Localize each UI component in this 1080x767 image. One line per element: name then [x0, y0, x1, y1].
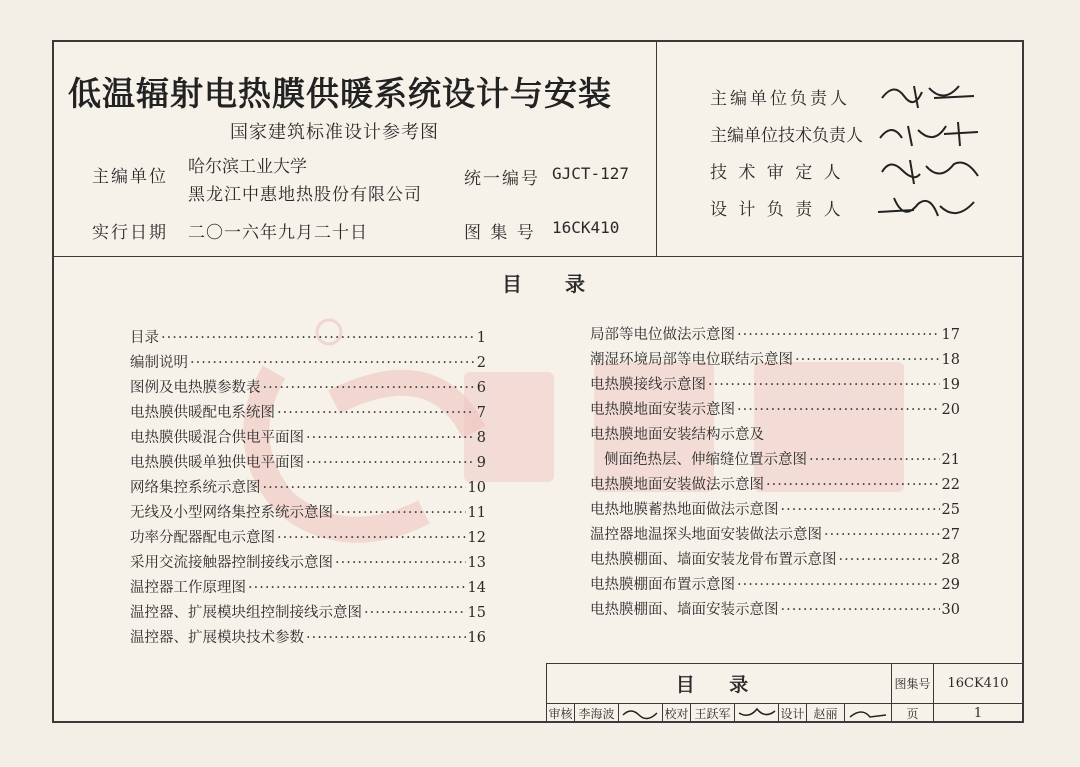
title-block-atlas-value: 16CK410 — [934, 664, 1023, 704]
responsible-role-1: 主编单位负责人 — [710, 89, 850, 109]
unified-no-label: 统一编号 — [464, 169, 540, 189]
toc-leader-dots — [781, 498, 940, 523]
toc-entry — [130, 476, 486, 501]
toc-entry — [590, 473, 960, 498]
toc-entry-title: 电热膜供暖混合供电平面图 — [130, 430, 304, 446]
toc-leader-dots — [824, 523, 940, 548]
toc-entry — [130, 626, 486, 651]
review-signature-icon — [621, 705, 661, 721]
toc-entry-title: 局部等电位做法示意图 — [590, 327, 735, 343]
header-horizontal-divider — [54, 256, 1022, 257]
toc-entry-page: 21 — [941, 452, 960, 468]
toc-entry-title: 电热膜地面安装结构示意及 — [590, 427, 764, 443]
toc-entry — [590, 398, 960, 423]
toc-entry — [590, 323, 960, 348]
toc-entry-page: 9 — [476, 455, 486, 471]
design-label: 设计 — [779, 704, 807, 723]
design-signature — [845, 704, 892, 723]
signature-2 — [874, 116, 984, 150]
atlas-no-label: 图 集 号 — [464, 223, 536, 243]
title-block-atlas-label: 图集号 — [892, 664, 934, 704]
toc-leader-dots — [708, 373, 940, 398]
review-name: 李海波 — [575, 704, 619, 723]
toc-entry-title: 无线及小型网络集控系统示意图 — [130, 505, 333, 521]
toc-entry-title: 图例及电热膜参数表 — [130, 380, 261, 396]
toc-entry-page: 12 — [467, 530, 486, 546]
toc-leader-dots — [306, 451, 475, 476]
toc-entry-title: 温控器工作原理图 — [130, 580, 246, 596]
toc-leader-dots — [795, 348, 940, 373]
toc-entry — [130, 376, 486, 401]
toc-leader-dots — [277, 401, 475, 426]
review-label: 审核 — [547, 704, 575, 723]
toc-entry-title: 网络集控系统示意图 — [130, 480, 261, 496]
toc-entry — [590, 423, 960, 448]
toc-leader-dots — [766, 473, 940, 498]
toc-leader-dots — [737, 398, 940, 423]
toc-leader-dots — [839, 548, 940, 573]
toc-leader-dots — [248, 576, 466, 601]
toc-entry-title: 电热膜供暖配电系统图 — [130, 405, 275, 421]
date-value: 二〇一六年九月二十日 — [188, 223, 368, 243]
toc-entry-page: 22 — [941, 477, 960, 493]
sub-title: 国家建筑标准设计参考图 — [230, 122, 439, 143]
toc-entry-page: 30 — [941, 602, 960, 618]
page-value: 1 — [934, 704, 1023, 723]
toc-entry-title: 电热膜地面安装做法示意图 — [590, 477, 764, 493]
toc-entry-title: 潮湿环境局部等电位联结示意图 — [590, 352, 793, 368]
toc-entry-title: 温控器地温探头地面安装做法示意图 — [590, 527, 822, 543]
toc-entry-page: 29 — [941, 577, 960, 593]
date-label: 实行日期 — [92, 223, 168, 243]
toc-entry-page: 10 — [467, 480, 486, 496]
toc-leader-dots — [809, 448, 940, 473]
editor-unit-1: 哈尔滨工业大学 — [188, 157, 307, 177]
toc-right-column — [590, 323, 960, 623]
check-name: 王跃军 — [691, 704, 735, 723]
check-signature-icon — [737, 705, 777, 721]
toc-entry-page: 6 — [476, 380, 486, 396]
toc-entry-title: 电热膜棚面、墙面安装龙骨布置示意图 — [590, 552, 837, 568]
toc-entry-title: 功率分配器配电示意图 — [130, 530, 275, 546]
toc-heading: 目 录 — [502, 272, 603, 296]
toc-entry-page: 8 — [476, 430, 486, 446]
toc-leader-dots — [277, 526, 466, 551]
signature-1 — [874, 78, 984, 112]
toc-entry — [590, 523, 960, 548]
toc-leader-dots — [306, 426, 475, 451]
toc-entry — [130, 401, 486, 426]
toc-entry — [130, 326, 486, 351]
toc-entry-page: 25 — [941, 502, 960, 518]
editor-unit-2: 黑龙江中惠地热股份有限公司 — [188, 185, 422, 205]
design-name: 赵丽 — [807, 704, 845, 723]
main-title: 低温辐射电热膜供暖系统设计与安装 — [68, 74, 612, 113]
toc-entry-page: 11 — [467, 505, 486, 521]
toc-entry — [130, 551, 486, 576]
toc-entry-title: 电热膜地面安装示意图 — [590, 402, 735, 418]
header-vertical-divider — [656, 42, 657, 256]
toc-entry — [590, 573, 960, 598]
toc-entry-page: 28 — [941, 552, 960, 568]
toc-leader-dots — [335, 551, 466, 576]
toc-entry-page: 1 — [476, 330, 486, 346]
toc-leader-dots — [263, 376, 475, 401]
toc-entry-title: 目录 — [130, 330, 159, 346]
toc-entry — [590, 348, 960, 373]
toc-entry-title: 采用交流接触器控制接线示意图 — [130, 555, 333, 571]
responsible-role-2: 主编单位技术负责人 — [710, 126, 863, 146]
toc-entry-page: 19 — [941, 377, 960, 393]
atlas-no: 16CK410 — [552, 218, 620, 237]
toc-leader-dots — [364, 601, 466, 626]
page-label: 页 — [892, 704, 934, 723]
title-block — [546, 663, 1024, 723]
toc-entry — [590, 498, 960, 523]
check-signature — [735, 704, 779, 723]
design-signature-icon — [848, 705, 888, 721]
toc-leader-dots — [306, 626, 466, 651]
unified-no: GJCT-127 — [552, 164, 630, 183]
toc-entry-title: 温控器、扩展模块技术参数 — [130, 630, 304, 646]
check-label: 校对 — [663, 704, 691, 723]
toc-entry-title: 电热膜供暖单独供电平面图 — [130, 455, 304, 471]
toc-leader-dots — [263, 476, 466, 501]
toc-entry — [130, 601, 486, 626]
toc-leader-dots — [737, 573, 940, 598]
toc-entry-page: 7 — [476, 405, 486, 421]
toc-entry-page: 18 — [941, 352, 960, 368]
toc-entry — [130, 576, 486, 601]
toc-entry-title: 电热地膜蓄热地面做法示意图 — [590, 502, 779, 518]
toc-entry-title: 侧面绝热层、伸缩缝位置示意图 — [604, 452, 807, 468]
toc-entry-page: 2 — [476, 355, 486, 371]
toc-entry-page: 16 — [467, 630, 486, 646]
signature-3 — [874, 154, 984, 188]
toc-entry — [130, 501, 486, 526]
toc-entry-page: 27 — [941, 527, 960, 543]
toc-left-column — [130, 326, 486, 651]
responsible-role-3: 技 术 审 定 人 — [710, 163, 844, 183]
toc-entry-page: 17 — [941, 327, 960, 343]
toc-entry-page: 15 — [467, 605, 486, 621]
toc-leader-dots — [737, 323, 940, 348]
responsible-role-4: 设 计 负 责 人 — [710, 200, 844, 220]
toc-entry-page: 20 — [941, 402, 960, 418]
drawing-sheet — [52, 40, 1024, 723]
toc-entry — [130, 426, 486, 451]
toc-entry — [590, 373, 960, 398]
signature-4 — [874, 192, 984, 226]
toc-entry-title: 电热膜接线示意图 — [590, 377, 706, 393]
toc-entry — [130, 451, 486, 476]
toc-entry-title: 电热膜棚面布置示意图 — [590, 577, 735, 593]
toc-entry — [590, 598, 960, 623]
toc-entry-title: 电热膜棚面、墙面安装示意图 — [590, 602, 779, 618]
toc-entry — [130, 351, 486, 376]
toc-entry — [590, 548, 960, 573]
toc-leader-dots — [190, 351, 475, 376]
toc-leader-dots — [161, 326, 475, 351]
toc-entry-page: 13 — [467, 555, 486, 571]
toc-entry-page: 14 — [467, 580, 486, 596]
review-signature — [619, 704, 663, 723]
toc-entry — [590, 448, 960, 473]
toc-entry — [130, 526, 486, 551]
toc-entry-title: 编制说明 — [130, 355, 188, 371]
toc-entry-title: 温控器、扩展模块组控制接线示意图 — [130, 605, 362, 621]
editor-unit-label: 主编单位 — [92, 167, 168, 187]
title-block-title: 目 录 — [547, 664, 892, 704]
toc-leader-dots — [335, 501, 466, 526]
toc-leader-dots — [781, 598, 940, 623]
